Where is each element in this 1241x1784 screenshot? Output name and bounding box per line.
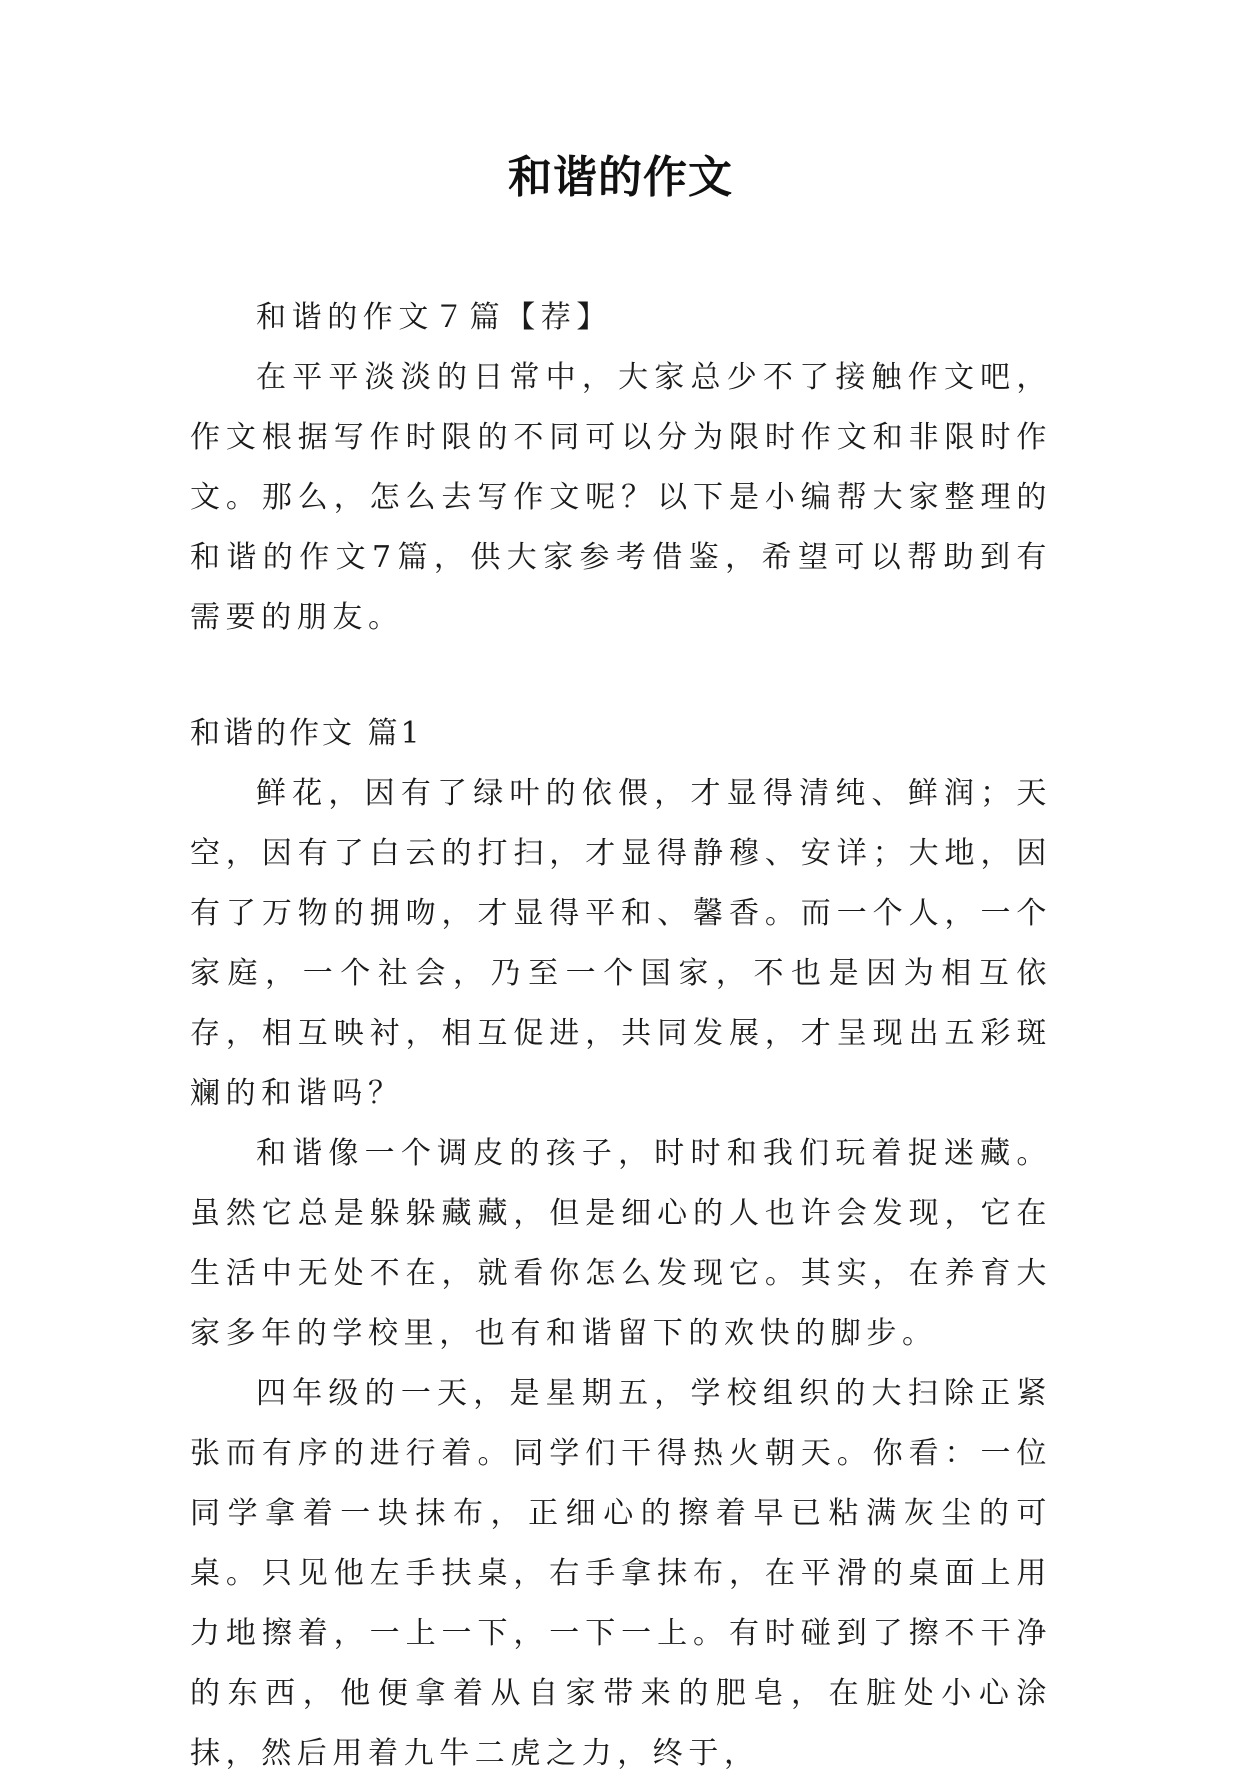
intro-paragraph: 在平平淡淡的日常中，大家总少不了接触作文吧，作文根据写作时限的不同可以分为限时作文和非限时作文。那么，怎么去写作文呢？以下是小编帮大家整理的和谐的作文7篇，供大家参考借鉴，希望可以帮助到有需要的朋友。: [190, 360, 1052, 635]
section-paragraph-3: 四年级的一天，是星期五，学校组织的大扫除正紧张而有序的进行着。同学们干得热火朝天。你看：一位同学拿着一块抹布，正细心的擦着早已粘满灰尘的可桌。只见他左手扶桌，右手拿抹布，在平滑的桌面上用力地擦着，一上一下，一下一上。有时碰到了擦不干净的东西，他便拿着从自家带来的肥皂，在脏处小心涂抹，然后用着九牛二虎之力，终于，: [190, 1376, 1052, 1771]
document-body: [190, 288, 1052, 1784]
section-paragraph-1: 鲜花，因有了绿叶的依偎，才显得清纯、鲜润；天空，因有了白云的打扫，才显得静穆、安详；大地，因有了万物的拥吻，才显得平和、馨香。而一个人，一个家庭，一个社会，乃至一个国家，不也是因为相互依存，相互映衬，相互促进，共同发展，才呈现出五彩斑斓的和谐吗？: [190, 776, 1052, 1111]
section-heading: 和谐的作文 篇1: [190, 716, 423, 751]
document-title: 和谐的作文: [508, 152, 733, 203]
document-subtitle: 和谐的作文７篇【荐】: [256, 300, 612, 335]
section-paragraph-2: 和谐像一个调皮的孩子，时时和我们玩着捉迷藏。虽然它总是躲躲藏藏，但是细心的人也许会发现，它在生活中无处不在，就看你怎么发现它。其实，在养育大家多年的学校里，也有和谐留下的欢快的脚步。: [190, 1136, 1052, 1351]
